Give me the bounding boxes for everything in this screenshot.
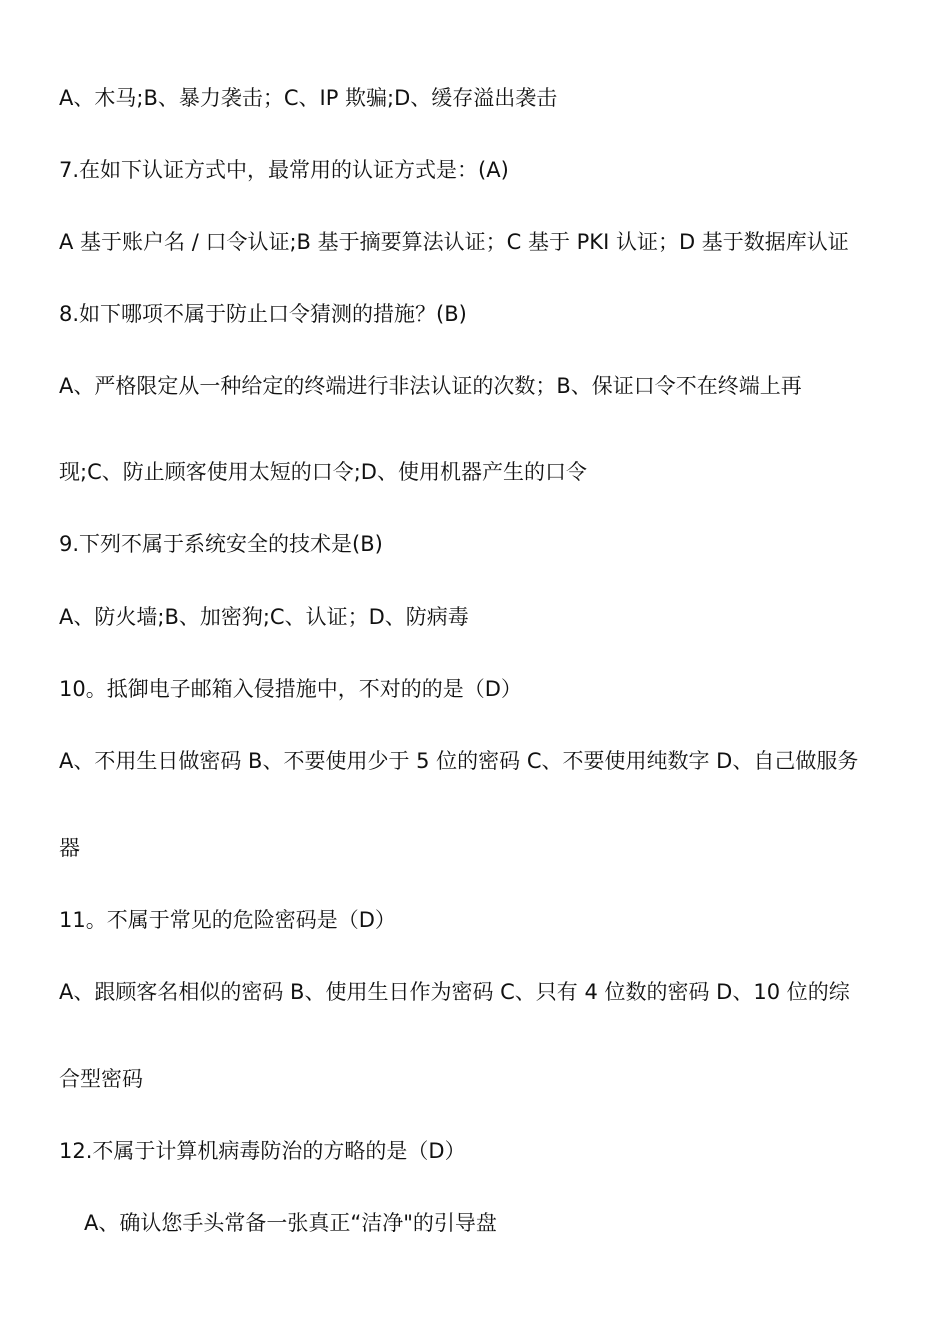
answer-options-q11-line1: A、跟顾客名相似的密码 B、使用生日作为密码 C、只有 4 位数的密码 D、10 位的综 [59, 980, 850, 1004]
answer-option-q12-a: A、确认您手头常备一张真正“洁净"的引导盘 [84, 1211, 497, 1235]
answer-options-q8-line1: A、严格限定从一种给定的终端进行非法认证的次数；B、保证口令不在终端上再 [59, 374, 802, 398]
answer-options-q9: A、防火墙;B、加密狗;C、认证；D、防病毒 [59, 605, 469, 629]
question-7: 7.在如下认证方式中，最常用的认证方式是：(A) [59, 158, 509, 182]
answer-options-q10-line1: A、不用生日做密码 B、不要使用少于 5 位的密码 C、不要使用纯数字 D、自己做服务 [59, 749, 859, 773]
answer-options-q7: A 基于账户名 / 口令认证;B 基于摘要算法认证；C 基于 PKI 认证；D 基于数据库认证 [59, 230, 849, 254]
answer-options-q8-line2: 现;C、防止顾客使用太短的口令;D、使用机器产生的口令 [59, 460, 587, 484]
question-10: 10。抵御电子邮箱入侵措施中，不对的的是（D） [59, 677, 522, 701]
question-9: 9.下列不属于系统安全的技术是(B) [59, 532, 383, 556]
answer-options-q6: A、木马;B、暴力袭击；C、IP 欺骗;D、缓存溢出袭击 [59, 86, 558, 110]
answer-options-q10-line2: 器 [59, 836, 80, 860]
question-8: 8.如下哪项不属于防止口令猜测的措施？(B) [59, 302, 467, 326]
answer-options-q11-line2: 合型密码 [59, 1067, 143, 1091]
question-11: 11。不属于常见的危险密码是（D） [59, 908, 396, 932]
question-12: 12.不属于计算机病毒防治的方略的是（D） [59, 1139, 466, 1163]
